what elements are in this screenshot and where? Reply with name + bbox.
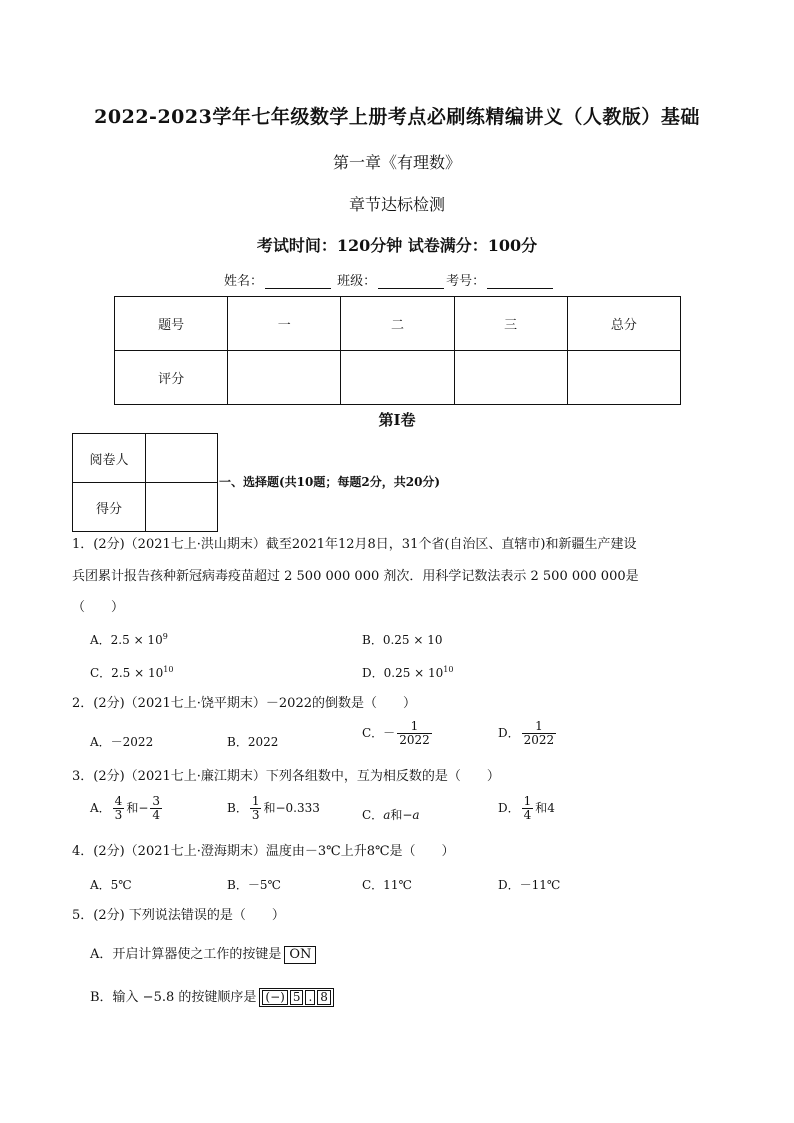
section-heading: 一、选择题(共10题；每题2分，共20分) bbox=[219, 475, 441, 489]
q3-d-rest: 和4 bbox=[535, 801, 555, 816]
q1-b-text: B．0.25 × 10 bbox=[362, 633, 443, 647]
name-label: 姓名： bbox=[224, 274, 264, 289]
q1-option-b[interactable] bbox=[362, 631, 443, 648]
student-info-line bbox=[224, 270, 555, 289]
reviewer-cell[interactable] bbox=[146, 434, 218, 483]
q3-option-a[interactable] bbox=[90, 795, 164, 822]
question-2-stem: 2．(2分)（2021七上·饶平期末）－2022的倒数是（ ） bbox=[72, 696, 416, 711]
id-label: 考号： bbox=[446, 274, 486, 289]
q3-d-d: 4 bbox=[523, 808, 532, 823]
q2-d-fraction bbox=[522, 720, 557, 747]
q3-d-frac bbox=[522, 795, 534, 822]
document-title: 2022-2023学年七年级数学上册考点必刷练精编讲义（人教版）基础 bbox=[94, 106, 700, 128]
q2-option-a[interactable]: A．－2022 bbox=[90, 735, 154, 749]
q2-option-b[interactable]: B．2022 bbox=[227, 735, 279, 749]
question-3-stem: 3．(2分)（2021七上·廉江期末）下列各组数中，互为相反数的是（ ） bbox=[72, 769, 500, 784]
q2-c-fraction bbox=[397, 720, 432, 747]
q5-option-b[interactable] bbox=[90, 986, 334, 1007]
q4-option-b[interactable]: B．－5℃ bbox=[227, 878, 281, 892]
negative-key-icon: (−) bbox=[262, 990, 287, 1005]
score-header-cell: 一 bbox=[228, 297, 341, 351]
q3-a-frac2 bbox=[150, 795, 162, 822]
q5-a-text: A．开启计算器使之工作的按键是 bbox=[90, 947, 282, 962]
q3-a-n2: 3 bbox=[152, 794, 161, 808]
on-key-icon: ON bbox=[284, 946, 316, 964]
score-header-cell: 二 bbox=[341, 297, 454, 351]
q2-option-c[interactable] bbox=[362, 720, 434, 747]
decimal-key-icon: . bbox=[305, 990, 315, 1005]
q3-a-prefix: A． bbox=[90, 801, 111, 816]
q2-c-num: 1 bbox=[397, 720, 432, 734]
class-label: 班级： bbox=[337, 274, 377, 289]
q2-d-den: 2022 bbox=[523, 733, 555, 748]
q1-option-c[interactable] bbox=[90, 664, 173, 681]
key-sequence bbox=[259, 988, 334, 1007]
volume-title: 第I卷 bbox=[378, 411, 416, 429]
q5-option-a[interactable] bbox=[90, 943, 316, 964]
digit-8-key-icon: 8 bbox=[317, 990, 331, 1005]
score-header-cell: 三 bbox=[454, 297, 567, 351]
q3-b-d: 3 bbox=[251, 808, 260, 823]
q3-b-prefix: B． bbox=[227, 801, 248, 816]
score-header-cell: 题号 bbox=[115, 297, 228, 351]
question-5-stem: 5．(2分) 下列说法错误的是（ ） bbox=[72, 908, 285, 923]
q1-option-a[interactable] bbox=[90, 631, 168, 648]
q1-d-text: D．0.25 × 10 bbox=[362, 666, 444, 680]
question-1-line2: 兵团累计报告孩种新冠病毒疫苗超过 2 500 000 000 剂次．用科学记数法表示 2 500 000 000是 bbox=[72, 569, 639, 584]
score-cell[interactable] bbox=[454, 351, 567, 405]
grader-score-cell[interactable] bbox=[146, 483, 218, 532]
q3-c-b: a bbox=[412, 808, 420, 822]
question-1-paren: （ ） bbox=[72, 600, 125, 615]
q3-d-n: 1 bbox=[523, 794, 532, 808]
q1-a-text: A．2.5 × 10 bbox=[90, 633, 163, 647]
score-row-label: 评分 bbox=[115, 351, 228, 405]
q3-a-d2: 4 bbox=[152, 808, 161, 823]
q3-c-mid: 和− bbox=[390, 808, 413, 822]
q3-a-d1: 3 bbox=[114, 808, 123, 823]
exam-info: 考试时间：120分钟 试卷满分：100分 bbox=[256, 236, 538, 255]
test-name: 章节达标检测 bbox=[348, 195, 445, 214]
name-blank[interactable] bbox=[265, 275, 331, 289]
q3-b-frac bbox=[250, 795, 262, 822]
q1-a-exp: 9 bbox=[162, 632, 168, 641]
id-blank[interactable] bbox=[487, 275, 553, 289]
class-blank[interactable] bbox=[378, 275, 444, 289]
question-1-line1: 1．(2分)（2021七上·洪山期末）截至2021年12月8日，31个省(自治区、直辖市)和新疆生产建设 bbox=[72, 537, 637, 552]
score-cell[interactable] bbox=[228, 351, 341, 405]
q4-option-c[interactable]: C．11℃ bbox=[362, 878, 412, 892]
q1-option-d[interactable] bbox=[362, 664, 453, 681]
grader-table bbox=[72, 433, 218, 532]
q3-option-b[interactable] bbox=[227, 795, 320, 822]
score-header-cell: 总分 bbox=[567, 297, 680, 351]
q2-c-den: 2022 bbox=[399, 733, 430, 748]
reviewer-label: 阅卷人 bbox=[73, 434, 146, 483]
q3-b-n: 1 bbox=[251, 794, 260, 808]
score-cell[interactable] bbox=[341, 351, 454, 405]
q3-c-prefix: C． bbox=[362, 808, 384, 822]
q4-option-d[interactable]: D．－11℃ bbox=[498, 878, 561, 892]
q4-option-a[interactable]: A．5℃ bbox=[90, 878, 132, 892]
q3-b-rest: 和−0.333 bbox=[263, 801, 320, 816]
q2-d-num: 1 bbox=[522, 720, 557, 734]
score-table bbox=[114, 296, 681, 405]
digit-5-key-icon: 5 bbox=[290, 990, 304, 1005]
question-4-stem: 4．(2分)（2021七上·澄海期末）温度由－3℃上升8℃是（ ） bbox=[72, 844, 455, 859]
q3-d-prefix: D． bbox=[498, 801, 520, 816]
q3-a-n1: 4 bbox=[114, 794, 123, 808]
chapter-title: 第一章《有理数》 bbox=[332, 153, 461, 172]
q3-a-frac1 bbox=[113, 795, 125, 822]
q3-c-a: a bbox=[383, 808, 391, 822]
grader-score-label: 得分 bbox=[73, 483, 146, 532]
q1-c-exp: 10 bbox=[163, 665, 174, 674]
q3-option-c[interactable] bbox=[362, 806, 420, 823]
q5-b-text: B．输入 −5.8 的按键顺序是 bbox=[90, 990, 257, 1005]
q1-d-exp: 10 bbox=[443, 665, 454, 674]
q3-a-mid: 和− bbox=[126, 801, 149, 816]
q2-option-d[interactable] bbox=[498, 720, 558, 747]
q2-d-prefix: D． bbox=[498, 726, 520, 741]
q2-c-prefix: C．－ bbox=[362, 726, 396, 741]
q1-c-text: C．2.5 × 10 bbox=[90, 666, 164, 680]
score-cell[interactable] bbox=[567, 351, 680, 405]
q3-option-d[interactable] bbox=[498, 795, 555, 822]
